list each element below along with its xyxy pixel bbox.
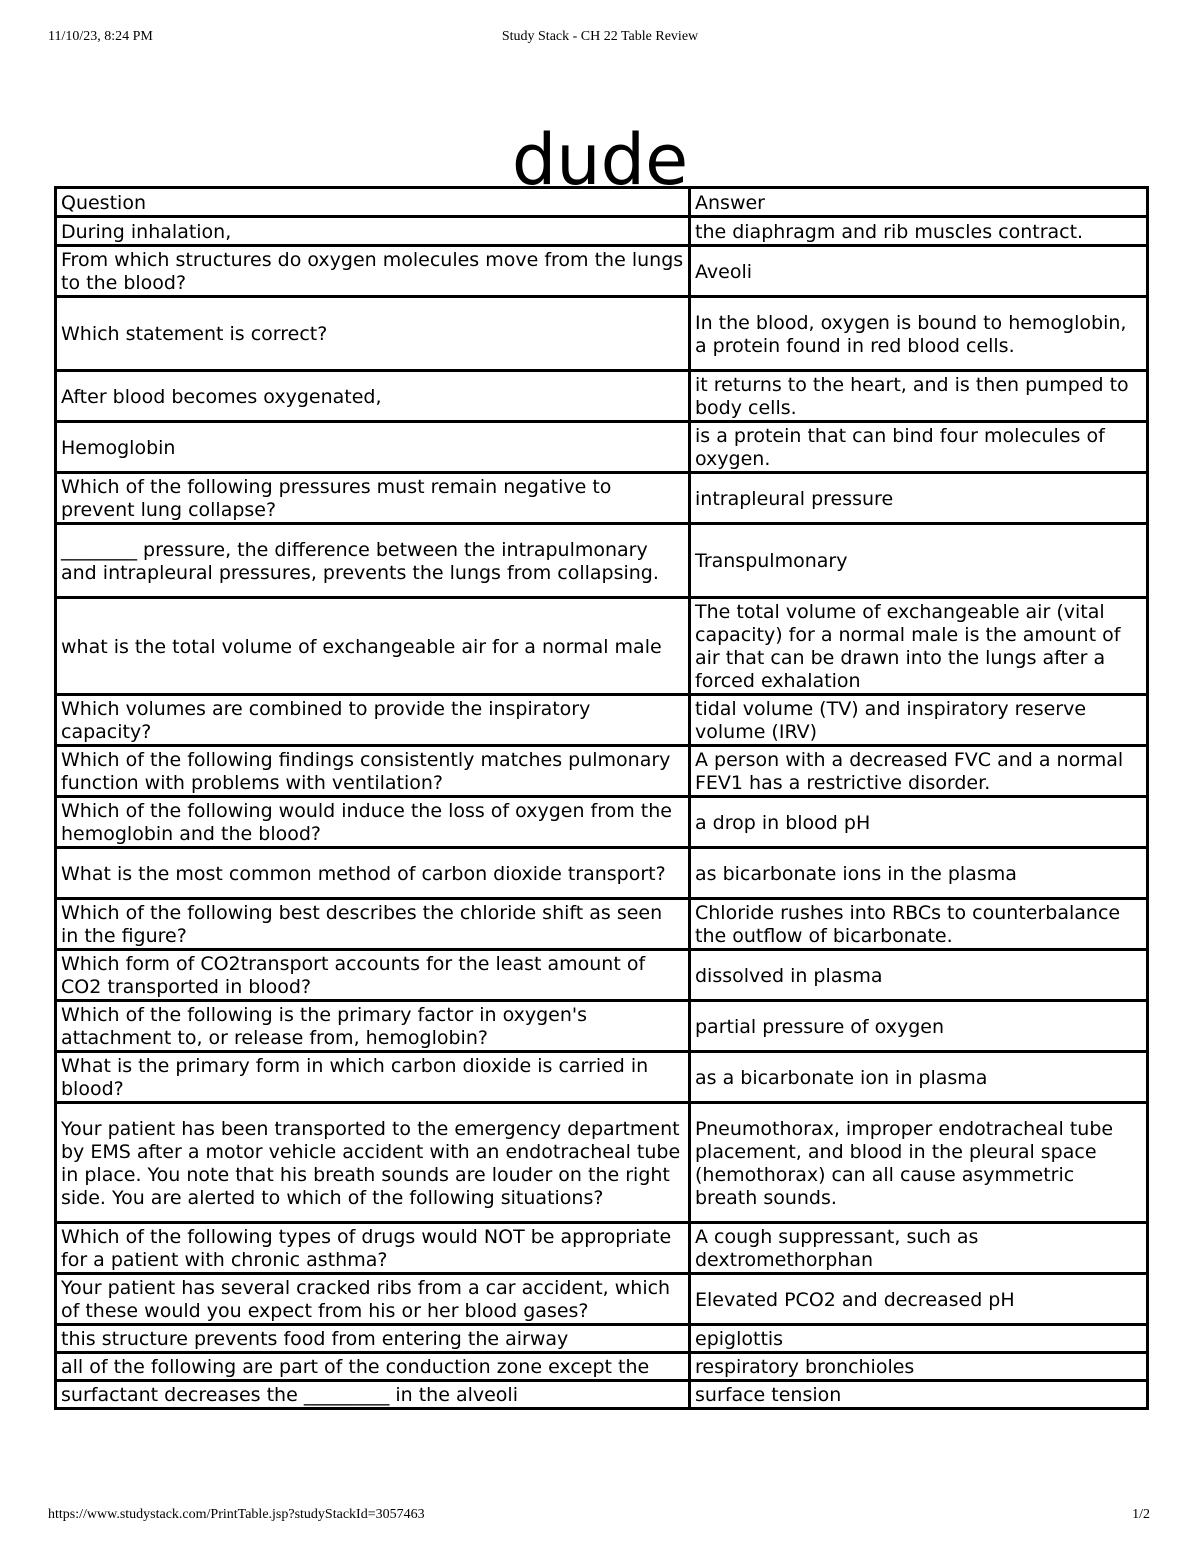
table-row [56, 371, 1148, 422]
table-row [56, 1325, 1148, 1353]
flashcard-table [54, 186, 1149, 1410]
answer-cell: as bicarbonate ions in the plasma [690, 848, 1148, 899]
question-cell: Which form of CO2transport accounts for the least amount of CO2 transported in blood? [56, 950, 690, 1001]
question-cell: Which of the following types of drugs would NOT be appropriate for a patient with chronic asthma? [56, 1223, 690, 1274]
header-answer: Answer [690, 188, 1148, 217]
question-cell: Hemoglobin [56, 422, 690, 473]
question-cell: surfactant decreases the _________ in the alveoli [56, 1381, 690, 1409]
answer-cell: surface tension [690, 1381, 1148, 1409]
question-cell: all of the following are part of the conduction zone except the [56, 1353, 690, 1381]
answer-cell: A cough suppressant, such as dextromethorphan [690, 1223, 1148, 1274]
question-cell: Which of the following best describes the chloride shift as seen in the figure? [56, 899, 690, 950]
answer-cell: dissolved in plasma [690, 950, 1148, 1001]
answer-cell: Pneumothorax, improper endotracheal tube placement, and blood in the pleural space (hemothorax) can all cause asymmetric breath sounds. [690, 1103, 1148, 1223]
table-header-row [56, 188, 1148, 217]
document-title: dude [511, 118, 689, 201]
table-row [56, 1103, 1148, 1223]
question-cell: Which volumes are combined to provide the inspiratory capacity? [56, 695, 690, 746]
answer-cell: A person with a decreased FVC and a normal FEV1 has a restrictive disorder. [690, 746, 1148, 797]
question-cell: Which of the following pressures must remain negative to prevent lung collapse? [56, 473, 690, 524]
table-row [56, 848, 1148, 899]
answer-cell: tidal volume (TV) and inspiratory reserve volume (IRV) [690, 695, 1148, 746]
table-row [56, 217, 1148, 246]
question-cell: this structure prevents food from entering the airway [56, 1325, 690, 1353]
question-cell: Your patient has been transported to the emergency department by EMS after a motor vehicle accident with an endotracheal tube in place. You note that his breath sounds are louder on the right side. You are alerted to which of the following situations? [56, 1103, 690, 1223]
answer-cell: partial pressure of oxygen [690, 1001, 1148, 1052]
answer-cell: a drop in blood pH [690, 797, 1148, 848]
table-row [56, 1381, 1148, 1409]
table-row [56, 297, 1148, 371]
question-cell: After blood becomes oxygenated, [56, 371, 690, 422]
question-cell: ________ pressure, the difference between the intrapulmonary and intrapleural pressures, prevents the lungs from collapsing. [56, 524, 690, 598]
question-cell: Which of the following would induce the loss of oxygen from the hemoglobin and the blood? [56, 797, 690, 848]
table-row [56, 246, 1148, 297]
print-page-title: Study Stack - CH 22 Table Review [501, 29, 699, 44]
answer-cell: Elevated PCO2 and decreased pH [690, 1274, 1148, 1325]
answer-cell: Chloride rushes into RBCs to counterbalance the outflow of bicarbonate. [690, 899, 1148, 950]
answer-cell: respiratory bronchioles [690, 1353, 1148, 1381]
answer-cell: is a protein that can bind four molecules of oxygen. [690, 422, 1148, 473]
table-row [56, 797, 1148, 848]
answer-cell: it returns to the heart, and is then pumped to body cells. [690, 371, 1148, 422]
answer-cell: as a bicarbonate ion in plasma [690, 1052, 1148, 1103]
table-row [56, 1274, 1148, 1325]
table-row [56, 1223, 1148, 1274]
question-cell: Which statement is correct? [56, 297, 690, 371]
answer-cell: epiglottis [690, 1325, 1148, 1353]
question-cell: What is the most common method of carbon dioxide transport? [56, 848, 690, 899]
table-body [56, 217, 1148, 1409]
print-datetime: 11/10/23, 8:24 PM [48, 29, 153, 44]
question-cell: what is the total volume of exchangeable air for a normal male [56, 598, 690, 695]
table-row [56, 598, 1148, 695]
answer-cell: intrapleural pressure [690, 473, 1148, 524]
table-row [56, 1001, 1148, 1052]
table-row [56, 695, 1148, 746]
answer-cell: the diaphragm and rib muscles contract. [690, 217, 1148, 246]
table-row [56, 473, 1148, 524]
table-row [56, 899, 1148, 950]
question-cell: Your patient has several cracked ribs from a car accident, which of these would you expect from his or her blood gases? [56, 1274, 690, 1325]
question-cell: Which of the following findings consistently matches pulmonary function with problems with ventilation? [56, 746, 690, 797]
question-cell: What is the primary form in which carbon dioxide is carried in blood? [56, 1052, 690, 1103]
print-url: https://www.studystack.com/PrintTable.jsp?studyStackId=3057463 [48, 1507, 425, 1522]
answer-cell: The total volume of exchangeable air (vital capacity) for a normal male is the amount of air that can be drawn into the lungs after a forced exhalation [690, 598, 1148, 695]
table-row [56, 1353, 1148, 1381]
table-row [56, 746, 1148, 797]
table-row [56, 950, 1148, 1001]
question-cell: Which of the following is the primary factor in oxygen's attachment to, or release from, hemoglobin? [56, 1001, 690, 1052]
answer-cell: In the blood, oxygen is bound to hemoglobin, a protein found in red blood cells. [690, 297, 1148, 371]
table-row [56, 524, 1148, 598]
table-row [56, 1052, 1148, 1103]
page-number: 1/2 [1132, 1507, 1150, 1522]
question-cell: During inhalation, [56, 217, 690, 246]
answer-cell: Transpulmonary [690, 524, 1148, 598]
answer-cell: Aveoli [690, 246, 1148, 297]
header-question: Question [56, 188, 690, 217]
question-cell: From which structures do oxygen molecules move from the lungs to the blood? [56, 246, 690, 297]
table-row [56, 422, 1148, 473]
